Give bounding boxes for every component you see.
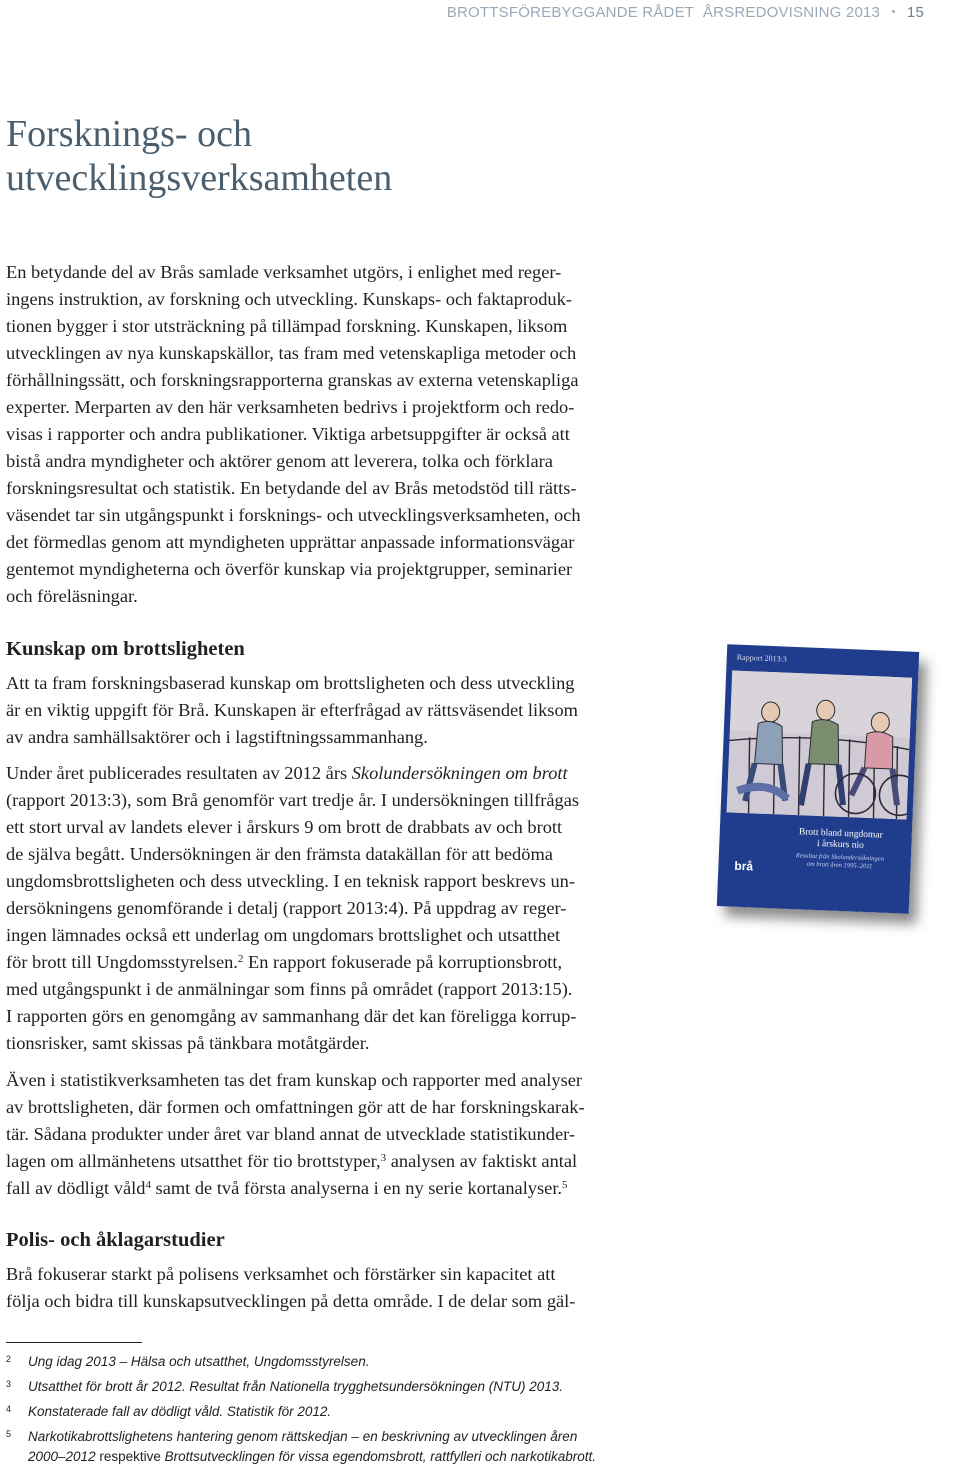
- footnote-ref: 3: [380, 1152, 387, 1164]
- text-line: experter. Merparten av den här verksamheten bedrivs i projektform och redo-: [6, 397, 575, 417]
- chapter-title-line: utvecklingsverksamheten: [6, 157, 393, 199]
- text-line: visas i rapporter och andra publikationer. Viktiga arbetsuppgifter är också att: [6, 424, 570, 444]
- footnote-rule: [6, 1342, 142, 1343]
- text-run: fall av dödligt våld: [6, 1178, 146, 1198]
- footnote-number: 2: [6, 1354, 12, 1364]
- text-line: I rapporten görs en genomgång av sammanhang där det kan föreligga korrup-: [6, 1006, 577, 1026]
- footnote-number: 5: [6, 1429, 12, 1439]
- text-line: ingens instruktion, av forskning och utveckling. Kunskaps- och faktaproduk-: [6, 289, 572, 309]
- report-title-italic: Skolundersökningen om brott: [351, 763, 568, 783]
- text-line: förhållningssätt, och forskningsrapporterna granskas av externa vetenskapliga: [6, 370, 579, 390]
- header-separator: •: [891, 6, 896, 18]
- text-line: Även i statistikverksamheten tas det fram kunskap och rapporter med analyser: [6, 1070, 583, 1090]
- bra-logo: brå: [734, 858, 754, 874]
- text-line: En betydande del av Brås samlade verksamhet utgörs, i enlighet med reger-: [6, 262, 562, 282]
- footnote-text-run: respektive: [95, 1449, 165, 1464]
- report-cover-subtitle: [776, 851, 903, 872]
- footnote-number: 3: [6, 1379, 12, 1389]
- text-line: och föreläsningar.: [6, 586, 138, 606]
- report-cover-title: [777, 826, 904, 853]
- footnote-ref: 5: [562, 1179, 568, 1191]
- section2-paragraph-1: [6, 1261, 575, 1315]
- text-run: för brott till Ungdomsstyrelsen.: [6, 952, 238, 972]
- cover-subtitle-line: Resultat från Skolundersökningen: [795, 852, 885, 863]
- text-run: samt de två första analyserna i en ny serie kortanalyser.: [150, 1178, 563, 1198]
- text-line: ett stort urval av landets elever i årskurs 9 om brott de drabbats av och brott: [6, 817, 563, 837]
- footnote-text-run: Brottsutvecklingen för vissa egendomsbrott, rattfylleri och narkotikabrott.: [164, 1449, 597, 1464]
- text-line: av andra samhällsaktörer och i lagstiftningssammanhang.: [6, 727, 428, 747]
- text-line: Att ta fram forskningsbaserad kunskap om brottsligheten och dess utveckling: [6, 673, 575, 693]
- footnote-number: 4: [6, 1404, 12, 1414]
- text-line: av brottsligheten, där formen och omfattningen gör att de har forskningskarak-: [6, 1097, 585, 1117]
- text-line: forskningsresultat och statistik. En betydande del av Brås metodstöd till rätts-: [6, 478, 577, 498]
- chapter-title: [6, 112, 392, 200]
- footnote-text: Utsatthet för brott år 2012. Resultat från Nationella trygghetsundersökningen (NTU) 2013.: [28, 1379, 564, 1394]
- text-line: utvecklingen av nya kunskapskällor, tas fram med vetenskapliga metoder och: [6, 343, 577, 363]
- page-number: 15: [906, 4, 924, 21]
- cover-illustration: [727, 670, 913, 819]
- section1-paragraph-3: [6, 1067, 585, 1202]
- text-line: (rapport 2013:3), som Brå genomför vart tredje år. I undersökningen tillfrågas: [6, 790, 580, 810]
- section-heading-kunskap: Kunskap om brottsligheten: [6, 638, 245, 660]
- text-run: analysen av faktiskt antal: [386, 1151, 578, 1171]
- footnote: [6, 1352, 596, 1372]
- text-line: ingen lämnades också ett underlag om ungdomars brottslighet och utsatthet: [6, 925, 561, 945]
- text-run: lagen om allmänhetens utsatthet för tio brottstyper,: [6, 1151, 381, 1171]
- text-line: tionsrisker, samt skissas på tänkbara motåtgärder.: [6, 1033, 370, 1053]
- text-line: de själva begått. Undersökningen är den främsta datakällan för att bedöma: [6, 844, 553, 864]
- footnote-ref: 4: [145, 1179, 151, 1191]
- text-line: tär. Sådana produkter under året var bland annat de utvecklade statistikunder-: [6, 1124, 576, 1144]
- text-line: bistå andra myndigheter och aktörer genom att leverera, tolka och förklara: [6, 451, 553, 471]
- text-line: dersökningens genomförande i detalj (rapport 2013:4). På uppdrag av reger-: [6, 898, 567, 918]
- intro-paragraph: [6, 259, 581, 610]
- footnote: [6, 1402, 596, 1422]
- footnote-text: [28, 1427, 596, 1467]
- text-line: Brå fokuserar starkt på polisens verksamhet och förstärker sin kapacitet att: [6, 1264, 556, 1284]
- text-line: väsendet tar sin utgångspunkt i forsknings- och utvecklingsverksamheten, och: [6, 505, 581, 525]
- text-line: tionen bygger i stor utsträckning på tillämpad forskning. Kunskapen, liksom: [6, 316, 568, 336]
- cover-title-line: i årskurs nio: [816, 839, 865, 851]
- footnotes: [6, 1352, 596, 1467]
- text-line: [6, 1175, 585, 1202]
- text-line: ungdomsbrottsligheten och dess utveckling. I en teknisk rapport beskrevs un-: [6, 871, 575, 891]
- chapter-title-line: Forsknings- och: [6, 113, 252, 155]
- footnote-text: Ung idag 2013 – Hälsa och utsatthet, Ungdomsstyrelsen.: [28, 1354, 370, 1369]
- footnote-text-line: Narkotikabrottslighetens hantering genom rättskedjan – en beskrivning av utvecklingen åren: [28, 1429, 578, 1444]
- report-cover-label: Rapport 2013:3: [736, 652, 787, 664]
- report-cover: [717, 644, 919, 913]
- text-line: gentemot myndigheterna och överför kunskap via projektgrupper, seminarier: [6, 559, 573, 579]
- footnote: [6, 1377, 596, 1397]
- footnote-text-run: 2000–2012: [28, 1449, 96, 1464]
- section1-paragraph-2: [6, 760, 579, 1057]
- text-line: är en viktig uppgift för Brå. Kunskapen är efterfrågad av rättsväsendet liksom: [6, 700, 578, 720]
- text-line: med utgångspunkt i de anmälningar som finns på området (rapport 2013:15).: [6, 979, 573, 999]
- footnote-text: Konstaterade fall av dödligt våld. Statistik för 2012.: [28, 1404, 332, 1419]
- text-run: En rapport fokuserade på korruptionsbrott,: [243, 952, 563, 972]
- section1-paragraph-1: [6, 670, 578, 751]
- cover-title-line: Brott bland ungdomar: [798, 827, 883, 841]
- header-org: BROTTSFÖREBYGGANDE RÅDET: [446, 4, 695, 21]
- section-heading-polis: Polis- och åklagarstudier: [6, 1229, 225, 1251]
- cover-subtitle-line: om brott åren 1995–2011: [806, 860, 873, 871]
- text-line: följa och bidra till kunskapsutvecklingen på detta område. I de delar som gäl-: [6, 1291, 576, 1311]
- report-cover-face: [717, 644, 919, 913]
- text-line: [6, 949, 579, 976]
- footnote: [6, 1427, 596, 1467]
- running-header: [447, 4, 924, 21]
- text-run: Under året publicerades resultaten av 2012 års: [6, 763, 352, 783]
- text-line: [6, 760, 579, 787]
- text-line: [6, 1148, 585, 1175]
- header-doc: ÅRSREDOVISNING 2013: [702, 4, 881, 21]
- footnote-ref: 2: [237, 953, 244, 965]
- text-line: det förmedlas genom att myndigheten upprättar anpassade informationsvägar: [6, 532, 575, 552]
